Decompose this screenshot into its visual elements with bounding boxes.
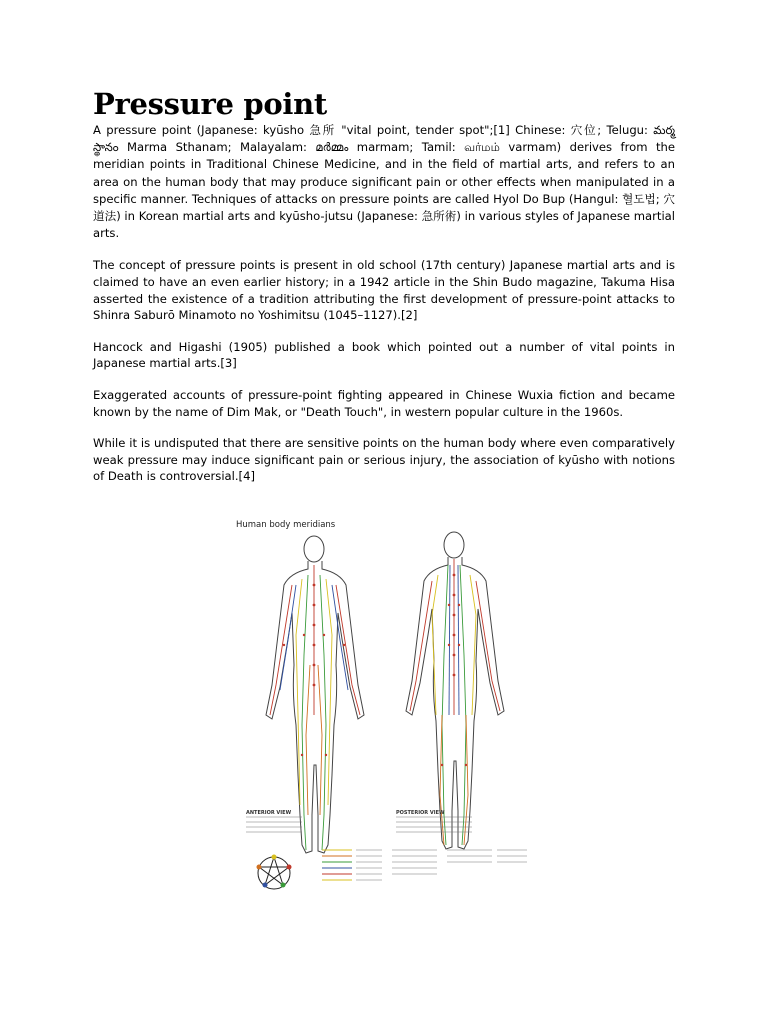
anterior-meridian-lines	[270, 565, 360, 850]
chart-legend	[246, 817, 527, 880]
anterior-body-figure	[266, 536, 364, 853]
page-title: Pressure point	[93, 87, 328, 121]
posterior-view-label: POSTERIOR VIEW	[396, 810, 445, 816]
figure-title: Human body meridians	[236, 520, 336, 530]
paragraph-dim-mak: Exaggerated accounts of pressure-point fighting appeared in Chinese Wuxia fiction and became known by the name of Dim Mak, or "Death Touch", in western popular culture in the 1960s.	[93, 387, 675, 419]
anterior-view-label: ANTERIOR VIEW	[246, 810, 292, 816]
paragraph-intro: A pressure point (Japanese: kyūsho 急所 "vital point, tender spot";[1] Chinese: 穴位; Telugu: మర్మ స్థానం Marma Sthanam; Malayalam: മർമ്മം marmam; Tamil: வர்மம் varmam) derives from the meridian points in Traditional Chinese Medicine, and in the field of martial arts, and refers to an area on the human body that may produce significant pain or other effects when manipulated in a specific manner. Techniques of attacks on pressure points are called Hyol Do Bup (Hangul: 혈도법; 穴道法) in Korean martial arts and kyūsho-jutsu (Japanese: 急所術) in various styles of Japanese martial arts.	[93, 123, 675, 241]
five-element-pentagram-icon	[257, 855, 292, 890]
posterior-body-figure	[406, 532, 504, 849]
paragraph-controversy: While it is undisputed that there are sensitive points on the human body where even comparatively weak pressure may induce significant pain or serious injury, the association of kyūsho with notions of Death is controversial.[4]	[93, 436, 675, 484]
meridian-chart-illustration	[232, 515, 540, 897]
meridian-chart-figure	[232, 515, 540, 897]
paragraph-hancock: Hancock and Higashi (1905) published a book which pointed out a number of vital points in Japanese martial arts.[3]	[93, 339, 675, 371]
posterior-meridian-lines	[410, 559, 500, 845]
paragraph-history: The concept of pressure points is present in old school (17th century) Japanese martial arts and is claimed to have an even earlier history; in a 1942 article in the Shin Budo magazine, Takuma Hisa asserted the existence of a tradition attributing the first development of pressure-point attacks to Shinra Saburō Minamoto no Yoshimitsu (1045–1127).[2]	[93, 258, 675, 323]
article-body	[93, 122, 675, 500]
